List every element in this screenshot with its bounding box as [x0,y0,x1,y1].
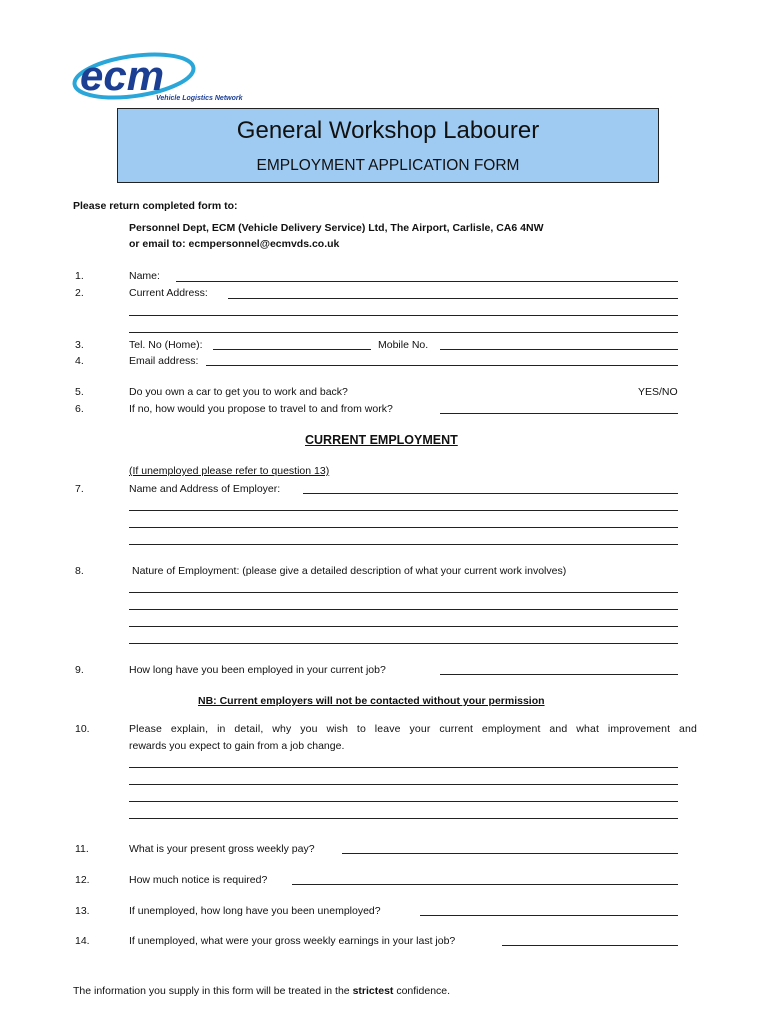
q7-label: Name and Address of Employer: [129,483,281,495]
reason-field-1[interactable] [129,767,678,768]
q13-label: If unemployed, how long have you been unemployed? [129,905,381,917]
q12-label: How much notice is required? [129,874,268,886]
name-field[interactable] [176,281,678,282]
return-email: or email to: ecmpersonnel@ecmvds.co.uk [129,238,340,250]
q2-number: 2. [75,287,84,299]
svg-text:Vehicle Logistics Network: Vehicle Logistics Network [156,95,243,102]
nature-field-2[interactable] [129,609,678,610]
q9-number: 9. [75,664,84,676]
employment-duration-field[interactable] [440,674,678,675]
reason-field-2[interactable] [129,784,678,785]
employer-field-2[interactable] [129,510,678,511]
nature-field-1[interactable] [129,592,678,593]
travel-field[interactable] [440,413,678,414]
q7-number: 7. [75,483,84,495]
employer-field-1[interactable] [303,493,678,494]
mobile-field[interactable] [440,349,678,350]
q11-number: 11. [75,843,89,855]
q10-label: Please explain, in detail, why you wish to leave your current employment and what improvement and [129,723,697,735]
address-field-1[interactable] [228,298,678,299]
section-heading-current-employment: CURRENT EMPLOYMENT [305,433,458,447]
q14-number: 14. [75,935,90,947]
title-box [117,108,659,183]
q8-label: Nature of Employment: (please give a detailed description of what your current work involves) [132,565,567,577]
email-field[interactable] [206,365,678,366]
q3-number: 3. [75,339,84,351]
form-subtitle: EMPLOYMENT APPLICATION FORM [256,157,520,174]
q1-number: 1. [75,270,84,282]
q2-label: Current Address: [129,287,208,299]
q3-label: Tel. No (Home): [129,339,203,351]
employer-field-4[interactable] [129,544,678,545]
form-title: General Workshop Labourer [236,117,540,144]
unemployed-duration-field[interactable] [420,915,678,916]
home-tel-field[interactable] [213,349,371,350]
q4-label: Email address: [129,355,199,367]
nature-field-3[interactable] [129,626,678,627]
confidentiality-note: The information you supply in this form will be treated in the strictest confidence. [73,985,451,997]
address-field-2[interactable] [129,315,678,316]
reason-field-3[interactable] [129,801,678,802]
q1-label: Name: [129,270,160,282]
q9-label: How long have you been employed in your current job? [129,664,386,676]
address-field-3[interactable] [129,332,678,333]
nb-note: NB: Current employers will not be contacted without your permission [198,695,545,707]
unemployed-note: (If unemployed please refer to question 13) [129,465,330,477]
weekly-pay-field[interactable] [342,853,678,854]
q13-number: 13. [75,905,90,917]
reason-field-4[interactable] [129,818,678,819]
q5-number: 5. [75,386,84,398]
q12-number: 12. [75,874,90,886]
nature-field-4[interactable] [129,643,678,644]
return-label: Please return completed form to: [73,200,238,212]
q10-label-line2: rewards you expect to gain from a job change. [129,740,345,752]
q11-label: What is your present gross weekly pay? [129,843,315,855]
ecm-logo [72,50,252,106]
q5-label: Do you own a car to get you to work and back? [129,386,348,398]
q14-label: If unemployed, what were your gross weekly earnings in your last job? [129,935,456,947]
q8-number: 8. [75,565,84,577]
last-earnings-field[interactable] [502,945,678,946]
q6-label: If no, how would you propose to travel to and from work? [129,403,393,415]
svg-text:ecm: ecm [80,52,165,99]
car-yes-no[interactable]: YES/NO [638,386,678,398]
return-address: Personnel Dept, ECM (Vehicle Delivery Service) Ltd, The Airport, Carlisle, CA6 4NW [129,222,544,234]
q10-number: 10. [75,723,90,735]
notice-field[interactable] [292,884,678,885]
q6-number: 6. [75,403,84,415]
q4-number: 4. [75,355,84,367]
employer-field-3[interactable] [129,527,678,528]
mobile-label: Mobile No. [378,339,429,351]
